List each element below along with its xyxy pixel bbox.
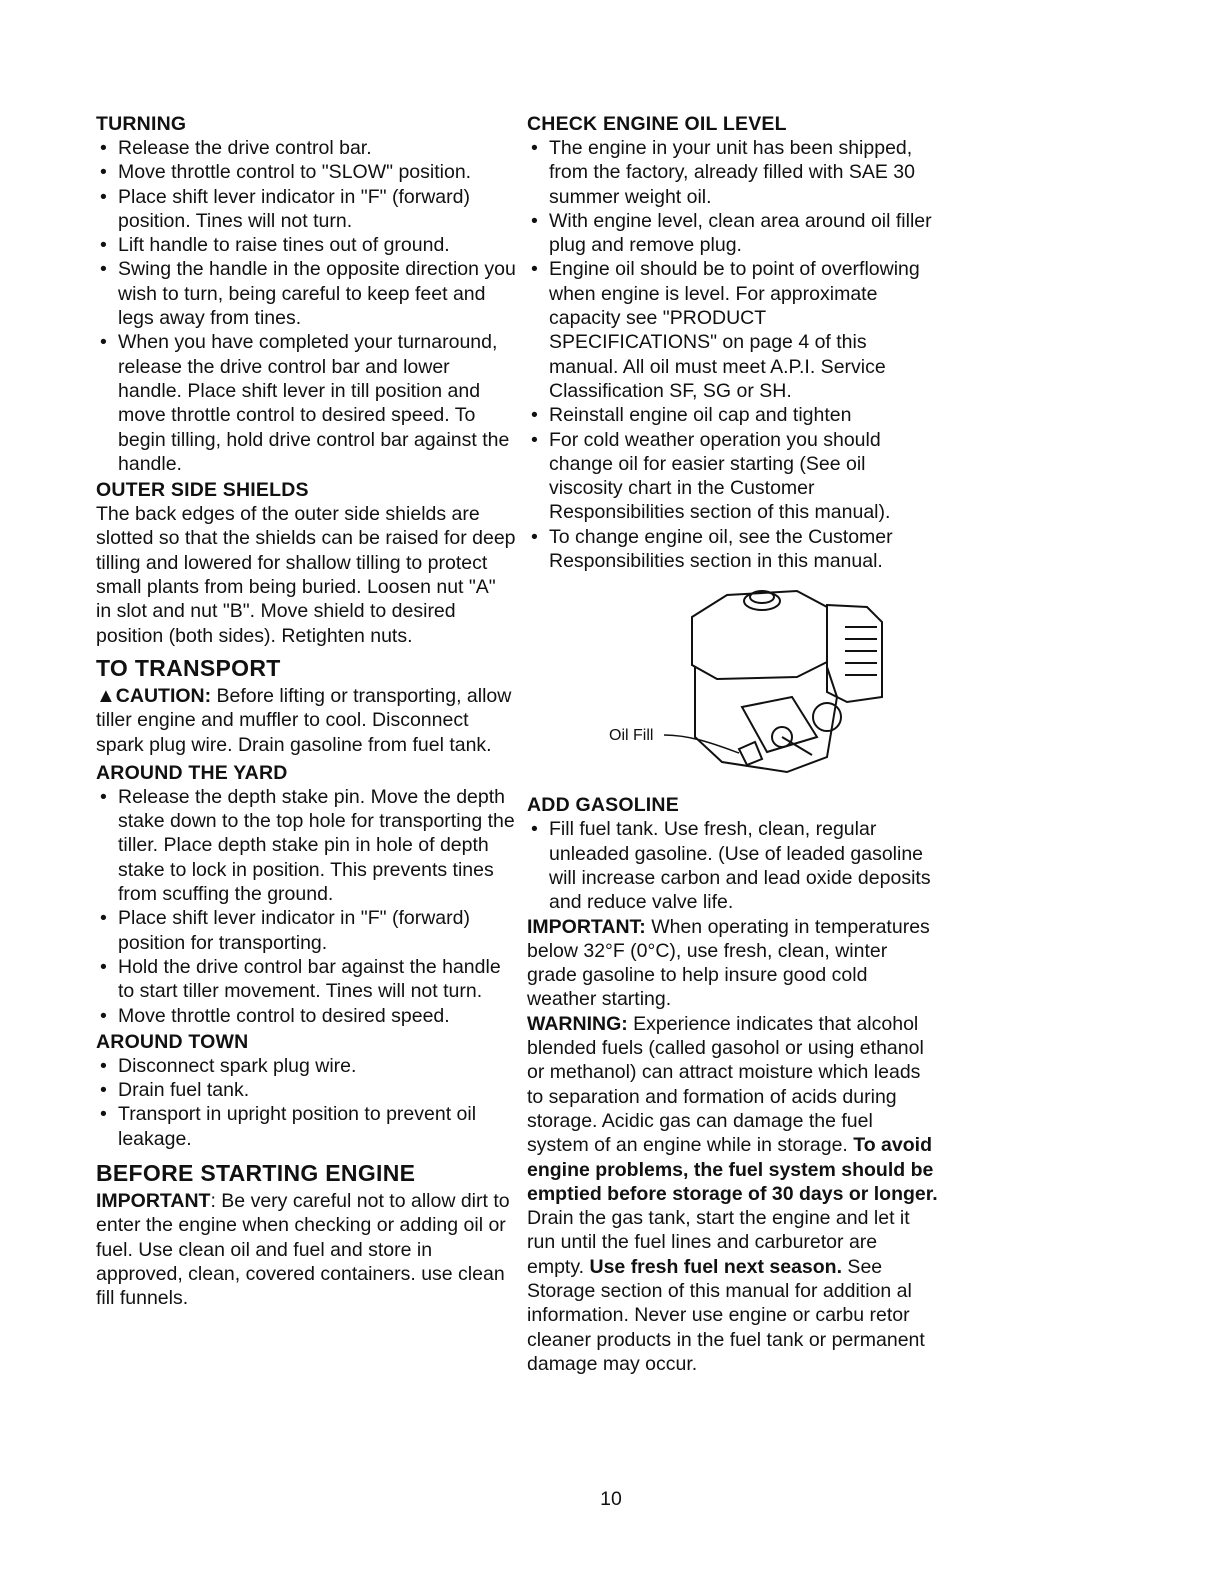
warning-label: WARNING: xyxy=(527,1012,628,1035)
list-item: • To change engine oil, see the Customer Responsibilities section in this manual. xyxy=(527,525,939,574)
warning-text-2: Drain the gas tank, start the engine and let it run until the fuel lines and carburetor are empty. xyxy=(527,1207,910,1278)
list-item: • Reinstall engine oil cap and tighten xyxy=(527,403,939,427)
turning-list xyxy=(96,136,516,476)
list-item: • Drain fuel tank. xyxy=(96,1078,516,1102)
before-starting-heading: BEFORE STARTING ENGINE xyxy=(96,1159,416,1186)
list-item: • Place shift lever indicator in "F" (forward) position. Tines will not turn. xyxy=(96,185,516,234)
warning-bold-text: To avoid engine problems, the fuel system should be emptied before storage of 30 days or longer. xyxy=(527,1134,938,1205)
add-gasoline-heading: ADD GASOLINE xyxy=(527,794,679,817)
warning-triangle-icon: ▲ xyxy=(96,684,116,707)
engine-figure xyxy=(527,577,939,787)
list-item: • The engine in your unit has been shipped, from the factory, already filled with SAE 30 summer weight oil. xyxy=(527,136,939,209)
important-paragraph xyxy=(96,1189,516,1310)
list-item: • Hold the drive control bar against the handle to start tiller movement. Tines will not turn. xyxy=(96,955,516,1004)
caution-text: Before lifting or transporting, allow tiller engine and muffler to cool. Disconnect spark plug wire. Drain gasoline from fuel tank. xyxy=(96,684,512,756)
list-item: • For cold weather operation you should change oil for easier starting (See oil viscosity chart in the Customer Responsibilities section of this manual). xyxy=(527,428,939,525)
warning-text: Experience indicates that alcohol blended fuels (called gasohol or using ethanol or methanol) can attract moisture which leads to separation and formation of acids during storage. Acidic gas can damage the fuel system of an engine while in storage. xyxy=(527,1012,924,1157)
around-yard-list xyxy=(96,785,516,1028)
oil-level-list xyxy=(527,136,939,573)
warning-paragraph xyxy=(527,1012,939,1376)
list-item: • Lift handle to raise tines out of ground. xyxy=(96,233,516,257)
around-yard-heading: AROUND THE YARD xyxy=(96,761,288,784)
warning-text-3: See Storage section of this manual for addition al information. Never use engine or carbu retor cleaner products in the fuel tank or permanent damage may occur. xyxy=(527,1255,925,1375)
gasoline-important-paragraph xyxy=(527,915,939,1012)
important-label: IMPORTANT xyxy=(96,1189,211,1212)
caution-paragraph xyxy=(96,684,516,757)
list-item: • Move throttle control to desired speed. xyxy=(96,1004,516,1028)
important-label: IMPORTANT: xyxy=(527,915,646,938)
list-item: • Swing the handle in the opposite direction you wish to turn, being careful to keep feet and legs away from tines. xyxy=(96,257,516,330)
right-column xyxy=(527,112,939,1376)
turning-heading: TURNING xyxy=(96,113,187,135)
important-text: When operating in temperatures below 32°F (0°C), use fresh, clean, winter grade gasoline to help insure good cold weather starting. xyxy=(527,915,930,1011)
engine-illustration xyxy=(527,577,939,787)
list-item: • Engine oil should be to point of overflowing when engine is level. For approximate capacity see "PRODUCT SPECIFICATIONS" on page 4 of this manual. All oil must meet A.P.I. Service Classification SF, SG or SH. xyxy=(527,257,939,403)
transport-heading: TO TRANSPORT xyxy=(96,654,281,681)
gasoline-list xyxy=(527,817,939,914)
oil-level-heading: CHECK ENGINE OIL LEVEL xyxy=(527,113,787,135)
page-number: 10 xyxy=(600,1488,622,1510)
list-item: • Place shift lever indicator in "F" (forward) position for transporting. xyxy=(96,906,516,955)
list-item: • Fill fuel tank. Use fresh, clean, regular unleaded gasoline. (Use of leaded gasoline will increase carbon and lead oxide deposits and reduce valve life. xyxy=(527,817,939,914)
warning-bold-text-2: Use fresh fuel next season. xyxy=(589,1255,843,1278)
around-town-heading: AROUND TOWN xyxy=(96,1030,249,1053)
important-text: : Be very careful not to allow dirt to enter the engine when checking or adding oil or fuel. Use clean oil and fuel and store in approved, clean, covered containers. use clean fill funnels. xyxy=(96,1189,510,1310)
oil-fill-label: Oil Fill xyxy=(609,727,654,745)
list-item: • Release the drive control bar. xyxy=(96,136,516,160)
outer-shields-text: The back edges of the outer side shields are slotted so that the shields can be raised for deep tilling and lowered for shallow tilling to protect small plants from being buried. Loosen nut "A" in slot and nut "B". Move shield to desired position (both sides). Retighten nuts. xyxy=(96,503,516,647)
left-column xyxy=(96,112,516,1310)
list-item: • With engine level, clean area around oil filler plug and remove plug. xyxy=(527,209,939,258)
list-item: • Transport in upright position to prevent oil leakage. xyxy=(96,1102,516,1151)
outer-shields-heading: OUTER SIDE SHIELDS xyxy=(96,479,309,502)
list-item: • Disconnect spark plug wire. xyxy=(96,1054,516,1078)
caution-label: CAUTION: xyxy=(115,684,212,707)
list-item: • Release the depth stake pin. Move the depth stake down to the top hole for transporting the tiller. Place depth stake pin in hole of depth stake to lock in position. This prevents tines from scuffing the ground. xyxy=(96,785,516,906)
around-town-list xyxy=(96,1054,516,1151)
list-item: • Move throttle control to "SLOW" position. xyxy=(96,160,516,184)
list-item: • When you have completed your turnaround, release the drive control bar and lower handle. Place shift lever in till position and move throttle control to desired speed. To begin tilling, hold drive control bar against the handle. xyxy=(96,330,516,476)
